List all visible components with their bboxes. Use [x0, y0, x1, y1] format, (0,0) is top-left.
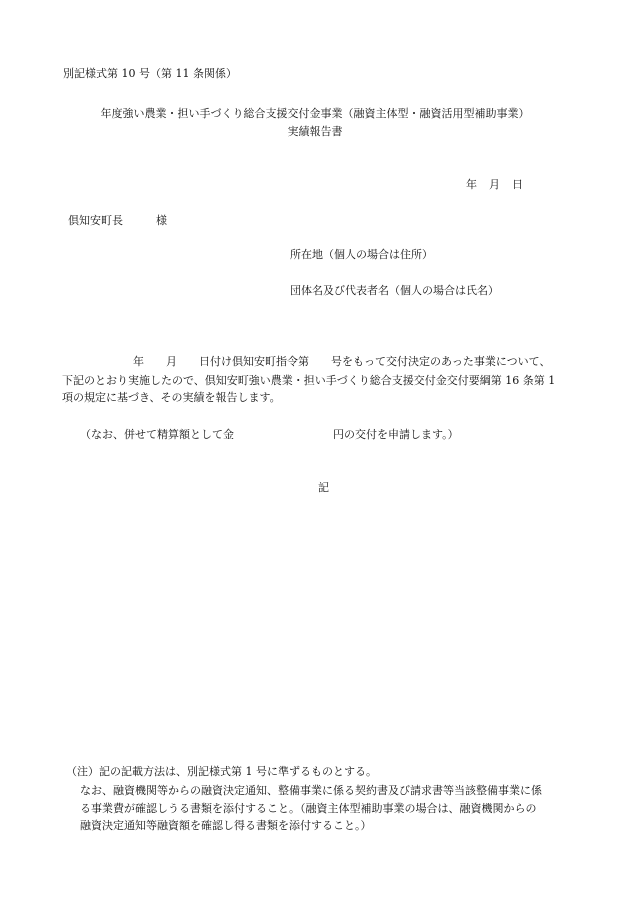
applicant-location: 所在地（個人の場合は住所） — [290, 248, 433, 261]
settlement-note: （なお、併せて精算額として金 円の交付を申請します。） — [80, 428, 459, 441]
form-number: 別記様式第 10 号（第 11 条関係） — [63, 67, 237, 80]
footnote-line: る事業費が確認しうる書類を添付すること。（融資主体型補助事業の場合は、融資機関からの — [80, 802, 537, 815]
footnote-head: （注）記の記載方法は、別記様式第 1 号に準ずるものとする。 — [66, 765, 377, 778]
body-text-line: 項の規定に基づき、その実績を報告します。 — [62, 391, 281, 404]
document-title-subtitle: 実績報告書 — [287, 125, 343, 138]
document-title: 年度強い農業・担い手づくり総合支援交付金事業（融資主体型・融資活用型補助事業） — [100, 107, 530, 120]
applicant-org-name: 団体名及び代表者名（個人の場合は氏名） — [290, 284, 499, 297]
body-text-line: 下記のとおり実施したので、倶知安町強い農業・担い手づくり総合支援交付金交付要綱第 16 条第 1 — [62, 374, 556, 387]
body-text-line: 年 月 日付け倶知安町指令第 号をもって交付決定のあった事業について、 — [133, 355, 551, 368]
addressee: 倶知安町長 様 — [68, 214, 167, 227]
footnote-line: なお、融資機関等からの融資決定通知、整備事業に係る契約書及び請求書等当該整備事業に係 — [80, 784, 542, 797]
date-line: 年 月 日 — [466, 178, 524, 191]
ki-heading: 記 — [318, 481, 329, 494]
footnote-line: 融資決定通知等融資額を確認し得る書類を添付すること。） — [80, 819, 372, 832]
